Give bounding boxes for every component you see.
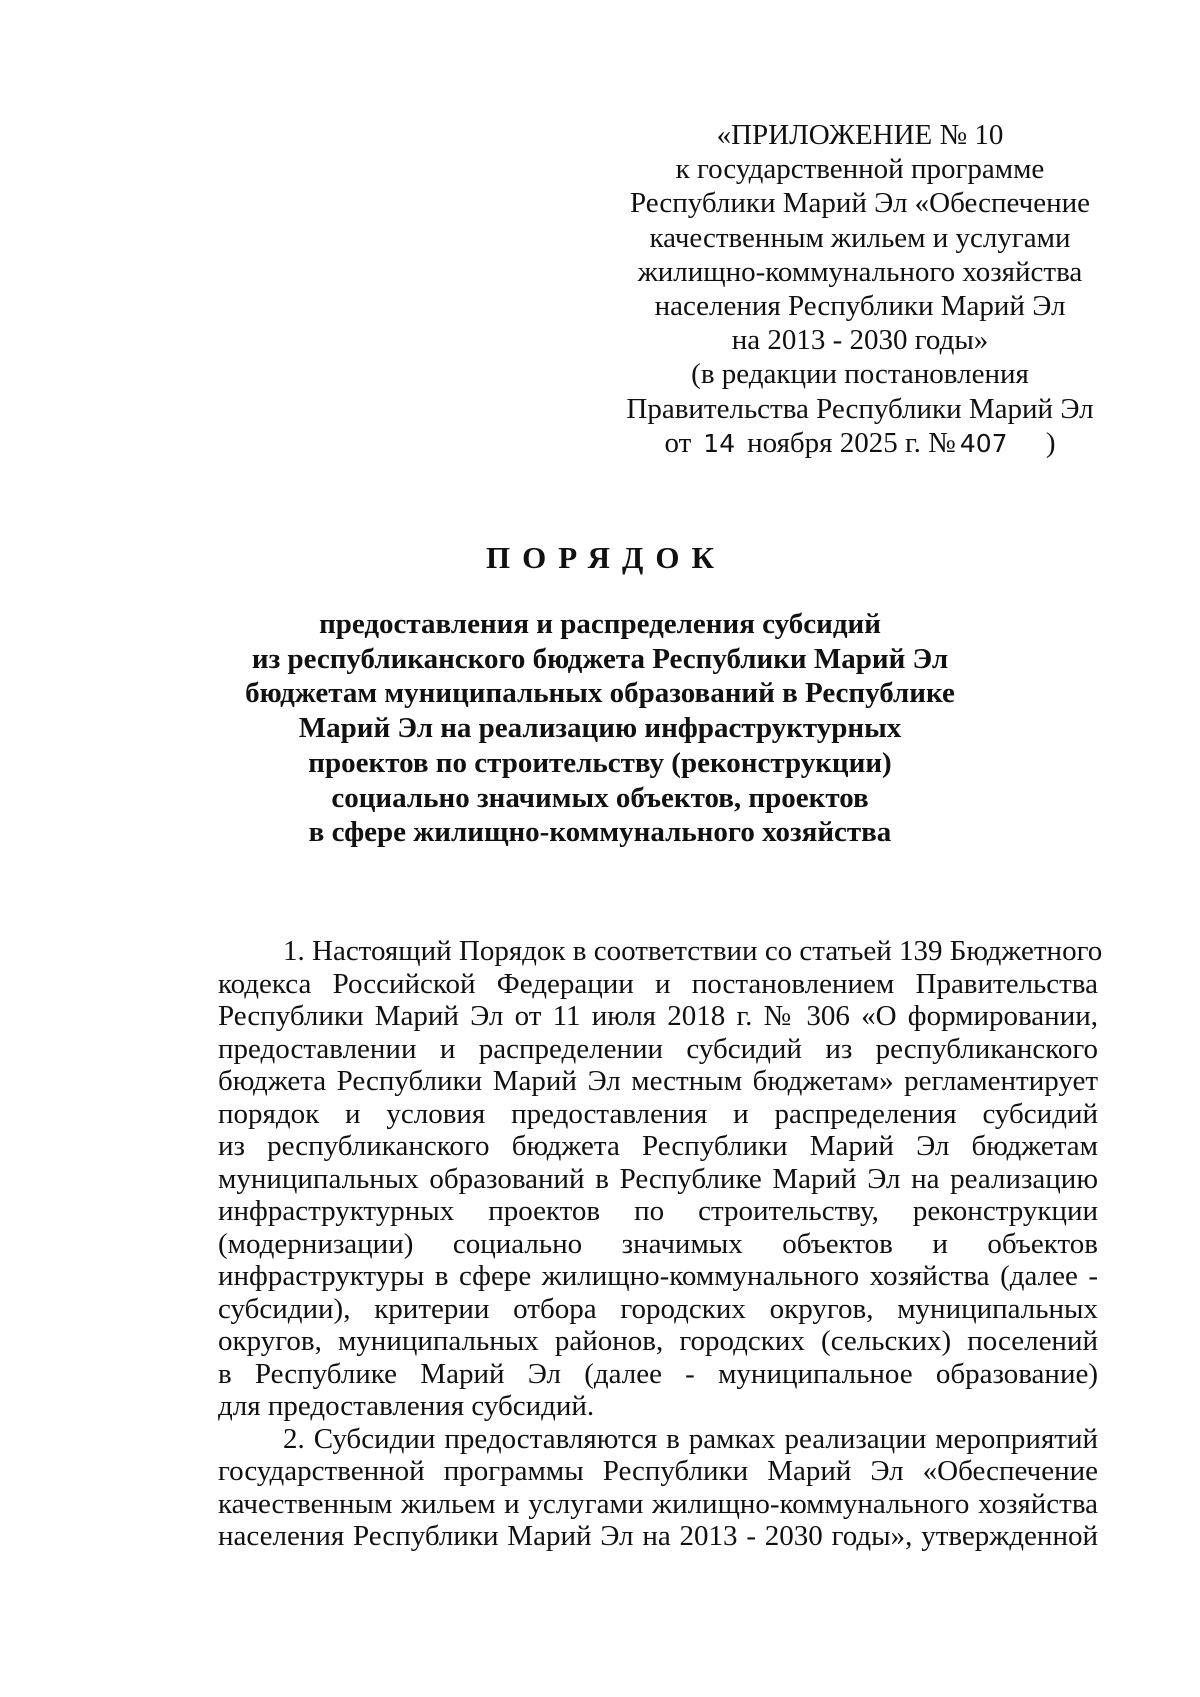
subtitle-line: в сфере жилищно-коммунального хозяйства: [308, 816, 892, 849]
paragraph-line: 1. Настоящий Порядок в соответствии со статьей 139 Бюджетного: [283, 935, 1103, 967]
paragraph-line: округов, муниципальных районов, городских (сельских) поселений: [218, 1325, 1098, 1357]
paragraph-line: 2. Субсидии предоставляются в рамках реализации мероприятий: [283, 1422, 1098, 1455]
appendix-line: жилищно-коммунального хозяйства: [637, 255, 1083, 288]
subtitle-line: Марий Эл на реализацию инфраструктурных: [298, 712, 902, 745]
amendment-reference: [600, 426, 1120, 461]
paragraph-line: инфраструктурных проектов по строительству, реконструкции: [218, 1195, 1098, 1227]
subtitle-line: социально значимых объектов, проектов: [331, 781, 869, 814]
paragraph-line: Республики Марий Эл от 11 июля 2018 г. № 306 «О формировании,: [218, 1000, 1098, 1032]
document-subtitle: [200, 607, 1000, 850]
reference-day: 14: [703, 428, 736, 458]
paragraph-2: [218, 1423, 1098, 1553]
appendix-line: (в редакции постановления: [691, 358, 1029, 391]
reference-number: 407: [959, 428, 1008, 458]
paragraph-line: в Республике Марий Эл (далее - муниципальное образование): [218, 1357, 1098, 1390]
appendix-line: «ПРИЛОЖЕНИЕ № 10: [716, 119, 1004, 151]
paragraph-line: предоставлении и распределении субсидий из республиканского: [218, 1032, 1098, 1065]
appendix-line: Правительства Республики Марий Эл: [626, 392, 1094, 425]
paragraph-line: государственной программы Республики Марий Эл «Обеспечение: [218, 1455, 1098, 1487]
subtitle-line: проектов по строительству (реконструкции): [308, 746, 892, 779]
appendix-header: [600, 118, 1120, 461]
paragraph-line: для предоставления субсидий.: [218, 1390, 595, 1422]
subtitle-line: бюджетам муниципальных образований в Республике: [245, 677, 955, 710]
document-body: [218, 935, 1103, 1553]
paragraph-line: бюджета Республики Марий Эл местным бюджетам» регламентирует: [218, 1065, 1098, 1097]
paragraph-1: [218, 935, 1103, 1423]
reference-month-year: ноября 2025 г. №: [747, 426, 956, 459]
appendix-line: Республики Марий Эл «Обеспечение: [630, 187, 1090, 220]
document-title: ПОРЯДОК: [486, 540, 726, 575]
reference-close-paren: ): [1045, 426, 1056, 459]
paragraph-line: из республиканского бюджета Республики Марий Эл бюджетам: [218, 1130, 1098, 1162]
paragraph-line: (модернизации) социально значимых объектов и объектов: [218, 1227, 1098, 1260]
appendix-line: населения Республики Марий Эл: [654, 290, 1066, 323]
reference-prefix: от: [664, 426, 692, 459]
paragraph-line: порядок и условия предоставления и распределения субсидий: [218, 1097, 1098, 1130]
paragraph-line: субсидии), критерии отбора городских округов, муниципальных: [218, 1292, 1098, 1325]
paragraph-line: муниципальных образований в Республике Марий Эл на реализацию: [218, 1162, 1098, 1195]
appendix-line: на 2013 - 2030 годы»: [731, 324, 989, 357]
subtitle-line: из республиканского бюджета Республики Марий Эл: [251, 642, 949, 675]
appendix-line: к государственной программе: [675, 153, 1045, 186]
paragraph-line: качественным жильем и услугами жилищно-коммунального хозяйства: [218, 1487, 1098, 1520]
appendix-line: качественным жильем и услугами: [649, 221, 1071, 254]
paragraph-line: населения Республики Марий Эл на 2013 - 2030 годы», утвержденной: [218, 1520, 1098, 1552]
paragraph-line: инфраструктуры в сфере жилищно-коммунального хозяйства (далее -: [218, 1260, 1098, 1292]
subtitle-line: предоставления и распределения субсидий: [319, 608, 881, 640]
paragraph-line: кодекса Российской Федерации и постановлением Правительства: [218, 967, 1098, 1000]
